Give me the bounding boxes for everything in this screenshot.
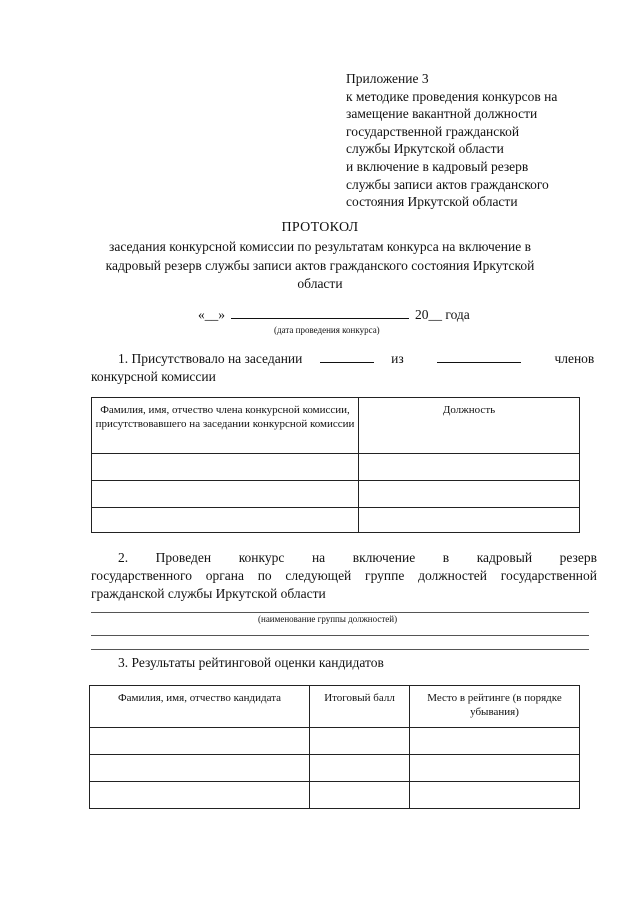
job-group-caption: (наименование группы должностей) bbox=[258, 614, 398, 624]
job-group-input-line[interactable] bbox=[91, 612, 589, 613]
table-cell[interactable] bbox=[410, 755, 580, 782]
table-header-row bbox=[90, 686, 580, 728]
appendix-line: замещение вакантной должности bbox=[346, 106, 538, 122]
section3-title: 3. Результаты рейтинговой оценки кандидатов bbox=[118, 655, 384, 670]
column-header-candidate-name: Фамилия, имя, отчество кандидата bbox=[90, 686, 310, 728]
column-header-rank: Место в рейтинге (в порядке убывания) bbox=[410, 686, 580, 728]
appendix-block bbox=[346, 70, 606, 211]
date-day-field[interactable]: «__» bbox=[198, 307, 225, 322]
job-group-input-line[interactable] bbox=[91, 649, 589, 650]
table-cell[interactable] bbox=[310, 782, 410, 809]
table-cell[interactable] bbox=[92, 508, 359, 533]
date-line bbox=[198, 306, 470, 323]
document-title: ПРОТОКОЛ bbox=[281, 220, 359, 235]
table-header-row bbox=[92, 398, 580, 454]
section1-line2: конкурсной комиссии bbox=[91, 369, 216, 384]
present-count-blank[interactable] bbox=[320, 351, 374, 363]
section2-line3: гражданской службы Иркутской области bbox=[91, 586, 326, 601]
table-row bbox=[90, 782, 580, 809]
table-cell[interactable] bbox=[359, 508, 580, 533]
table-cell[interactable] bbox=[90, 728, 310, 755]
document-subtitle: заседания конкурсной комиссии по результатам конкурса на включение в кадровый резерв службы записи актов гражданского состояния Иркутской области bbox=[105, 239, 535, 291]
table-cell[interactable] bbox=[359, 454, 580, 481]
table-row bbox=[92, 481, 580, 508]
appendix-line: службы записи актов гражданского bbox=[346, 176, 549, 192]
section2-line1: 2. Проведен конкурс на включение в кадровый резерв bbox=[118, 550, 597, 565]
appendix-line: состояния Иркутской области bbox=[346, 194, 518, 210]
appendix-line: к методике проведения конкурсов на bbox=[346, 88, 558, 104]
section1-members-text: членов bbox=[554, 351, 595, 366]
date-year-field[interactable]: 20__ года bbox=[415, 307, 470, 322]
section1-text: 1. Присутствовало на заседании bbox=[118, 351, 303, 366]
table-row bbox=[90, 728, 580, 755]
table-cell[interactable] bbox=[310, 755, 410, 782]
column-header-member-name: Фамилия, имя, отчество члена конкурсной комиссии, присутствовавшего на заседании конкурсной комиссии bbox=[92, 398, 359, 454]
job-group-input-line[interactable] bbox=[91, 635, 589, 636]
table-row bbox=[92, 454, 580, 481]
table-cell[interactable] bbox=[90, 782, 310, 809]
table-cell[interactable] bbox=[92, 454, 359, 481]
table-cell[interactable] bbox=[410, 728, 580, 755]
table-row bbox=[90, 755, 580, 782]
section2-line2: государственного органа по следующей группе должностей государственной bbox=[91, 568, 597, 583]
column-header-position: Должность bbox=[359, 398, 580, 454]
table-cell[interactable] bbox=[359, 481, 580, 508]
section1-from-text: из bbox=[391, 351, 404, 366]
candidates-rating-table bbox=[89, 685, 580, 809]
total-count-blank[interactable] bbox=[437, 351, 521, 363]
table-cell[interactable] bbox=[410, 782, 580, 809]
column-header-total-score: Итоговый балл bbox=[310, 686, 410, 728]
date-month-blank[interactable] bbox=[231, 306, 409, 319]
appendix-line: Приложение 3 bbox=[346, 71, 429, 86]
appendix-line: службы Иркутской области bbox=[346, 141, 504, 157]
appendix-line: государственной гражданской bbox=[346, 123, 520, 139]
commission-members-table bbox=[91, 397, 580, 533]
table-cell[interactable] bbox=[90, 755, 310, 782]
table-cell[interactable] bbox=[92, 481, 359, 508]
section1-line1 bbox=[118, 350, 597, 368]
table-row bbox=[92, 508, 580, 533]
date-caption: (дата проведения конкурса) bbox=[274, 325, 380, 335]
appendix-line: и включение в кадровый резерв bbox=[346, 158, 529, 174]
table-cell[interactable] bbox=[310, 728, 410, 755]
